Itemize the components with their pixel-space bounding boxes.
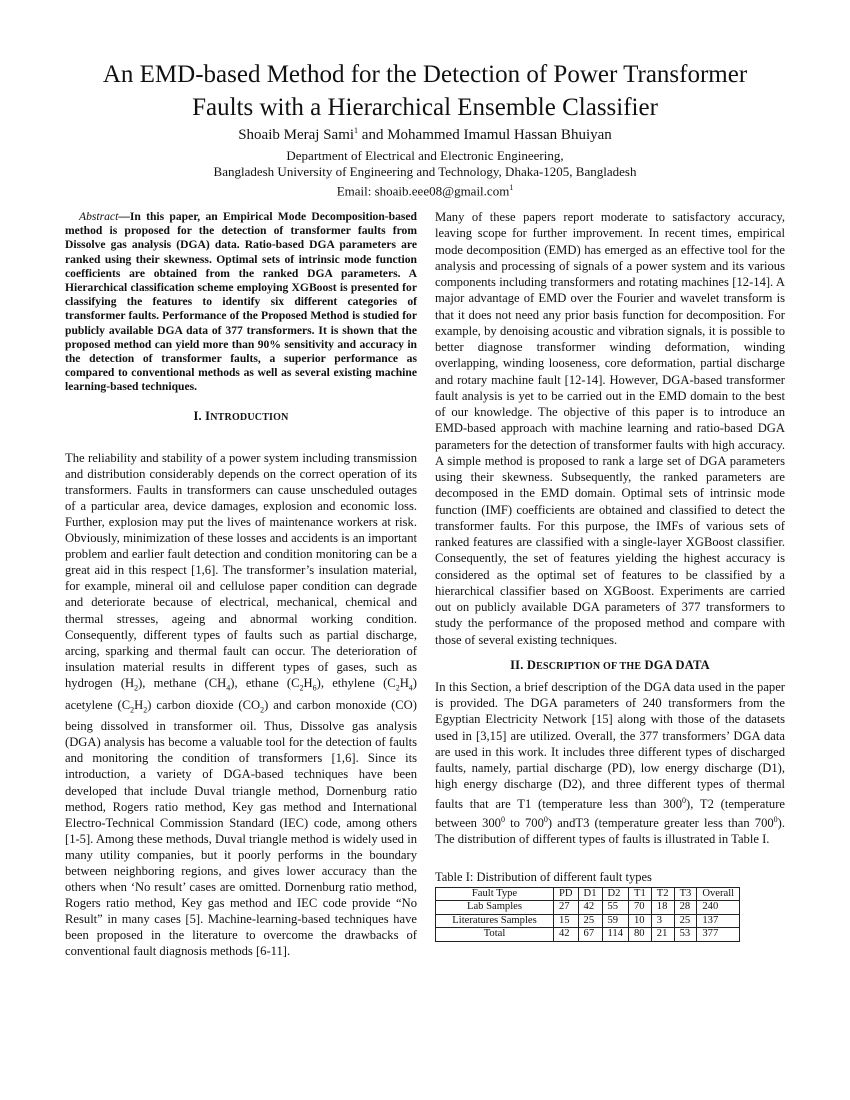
text-run: ), ethane (C [230, 675, 300, 690]
table-header-cell: D2 [602, 887, 629, 901]
title-line-2: Faults with a Hierarchical Ensemble Classifier [192, 94, 658, 121]
table-cell: 10 [629, 914, 652, 928]
abstract-lead: Abstract [79, 210, 119, 223]
table-row [436, 928, 740, 942]
text-run: H [134, 697, 144, 712]
text-run: In this Section, a brief description of the DGA data used in the paper is provided. The DGA parameters of 240 transformers from the Egyptian Electricity Network [15] along with those of the datasets used in [3,15] are utilized. Overall, the 377 transformers’ DGA data are used in this work. It includes three different types of discharged faults, namely, partial discharge (PD), low energy discharge (D1), high energy discharge (D2), and three different types of thermal faults that are T1 (temperature less than 300 [435, 679, 785, 811]
table-cell: 53 [674, 928, 697, 942]
table-header-cell: Overall [697, 887, 740, 901]
section-1-paragraph-2: Many of these papers report moderate to satisfactory accuracy, leaving scope for further improvement. In recent times, empirical mode decomposition (EMD) has emerged as an effective tool for the analysis and processing of signals of a power system and its various components including transformers and rotating machines [12-14]. A major advantage of EMD over the Fourier and wavelet transform is that it does not need any prior basis function for decomposition. For example, by denoising acoustic and vibration signals, it is possible to better diagnose transformer winding deformation, winding overlapping, winding looseness, core deformation, partial discharge and rotary machine fault [12-14]. However, DGA-based transformer fault analysis is yet to be carried out in the EMD domain to the best of our knowledge. The objective of this paper is to introduce an EMD-based approach with machine learning and ratio-based DGA parameters for the detection of transformer faults with high accuracy. A simple method is proposed to rank a large set of DGA parameters using their skewness. Subsequently, the ranked parameters are decomposed in the EMD domain. Optimal sets of intrinsic mode function (IMF) coefficients are obtained and classified to detect the transformer faults. For this purpose, the IMFs of various sets of ranked features are classified with a single-layer XGBoost classifier. Consequently, the set of features yielding the highest accuracy is considered as the optimal set of features to be classified by a hierarchical classifier based on XGBoost. Experiments are carried out on publicly available DGA parameters of 377 transformers to study the performance of the proposed method and compare with those of several existing techniques. [435, 210, 785, 647]
table-cell: 59 [602, 914, 629, 928]
table-cell: Total [436, 928, 554, 942]
table-cell: 67 [578, 928, 602, 942]
affiliation-1: Department of Electrical and Electronic Engineering, [286, 148, 564, 163]
text-run: ), methane (CH [138, 675, 227, 690]
table-cell: 114 [602, 928, 629, 942]
table-cell: 80 [629, 928, 652, 942]
abstract-text: —In this paper, an Empirical Mode Decomposition-based method is proposed for the detection of transformer faults from Dissolve gas analysis (DGA) data. Ratio-based DGA parameters are ranked using their skewness. Optimal sets of intrinsic mode function coefficients are obtained from the ranked DGA parameters. A Hierarchical classification scheme employing XGBoost is presented for classifying the features to identify six different categories of transformer faults. Performance of the Proposed Method is studied for publicly available DGA data of 377 transformers. It is shown that the proposed method can yield more than 90% sensitivity and accuracy in the detection of transformer faults, a superior performance as compared to conventional methods as well as several existing machine learning-based techniques. [65, 210, 417, 394]
text-run: ), ethylene (C [316, 675, 396, 690]
table-cell: 42 [554, 928, 579, 942]
table-header-row [436, 887, 740, 901]
author-2: Mohammed Imamul Hassan Bhuiyan [387, 127, 612, 143]
affiliation-2: Bangladesh University of Engineering and Technology, Dhaka-1205, Bangladesh [213, 164, 637, 179]
table-header-cell: D1 [578, 887, 602, 901]
table-cell: 27 [554, 901, 579, 915]
author-1-sup: 1 [354, 126, 359, 135]
section-2-heading [435, 658, 785, 673]
text-run: ), T2 (temperature between 300 [435, 796, 785, 831]
subscript: 2 [130, 705, 135, 715]
section-2-number: II. [510, 657, 524, 672]
text-run: The reliability and stability of a power system including transmission and distribution considerably depends on the correct operation of its transformers. Faults in transformers can cause unscheduled outages of a particular area, device damages, explosion and economic loss. Further, explosion may put the lives of maintenance workers at risk. Obviously, minimization of these losses and accidents is an important problem and earlier fault detection and condition monitoring can be a great aid in this respect [1,6]. The transformer’s insulation material, for example, mineral oil and cellulose paper condition can degrade and deteriorate because of electrical, mechanical, chemical and thermal stresses, ageing and abnormal working condition. Consequently, different types of faults such as partial discharge, arcing, sparking and thermal fault can occur. The deterioration of insulation material results in different types of gases, such as hydrogen (H [65, 450, 417, 690]
section-1-heading [65, 409, 417, 424]
email-sup: 1 [509, 183, 514, 192]
table-header-cell: T2 [651, 887, 674, 901]
section-1-title-first: I [205, 408, 211, 423]
table-header-cell: PD [554, 887, 579, 901]
table-cell: 3 [651, 914, 674, 928]
table-row [436, 914, 740, 928]
subscript: 2 [260, 705, 265, 715]
text-run: ) andT3 (temperature greater less than 700 [547, 816, 774, 831]
subscript: 2 [299, 683, 304, 693]
subscript: 2 [143, 705, 148, 715]
subscript: 4 [408, 683, 413, 693]
superscript: 0 [500, 814, 505, 824]
table-cell: 15 [554, 914, 579, 928]
table-cell: 70 [629, 901, 652, 915]
superscript: 0 [773, 814, 778, 824]
author-1: Shoaib Meraj Sami [238, 127, 355, 143]
superscript: 0 [682, 795, 687, 805]
text-run: ) and carbon monoxide (CO) being dissolved in transformer oil. Thus, Dissolve gas analysis (DGA) analysis has become a valuable tool for the detection of faults and monitoring the condition of transformers [1,6]. Since its introduction, a variety of DGA-based techniques have been developed that include Duval triangle method, Dornenburg ratio method, Rogers ratio method, Key gas method and International Electro-Technical Commission Standard (IEC) code, among others [1-5]. Among these methods, Duval triangle method is widely used in many utility companies, but it poorly performs in the boundary between neighboring regions, and gives lower accuracy than the others when ‘No result’ cases are omitted. Dornenburg ratio method, Rogers ratio method, Key gas method and IEC code provide “No Result” in many cases [5]. Machine-learning-based techniques have been proposed in the literature to overcome the drawbacks of conventional fault diagnosis methods [6-11]. [65, 697, 417, 959]
text-run: H [303, 675, 313, 690]
table-cell: Literatures Samples [436, 914, 554, 928]
table-cell: 377 [697, 928, 740, 942]
left-column [65, 210, 417, 960]
table-cell: 28 [674, 901, 697, 915]
author-and: and [361, 127, 384, 143]
text-run: H [399, 675, 409, 690]
text-run: ) carbon dioxide (CO [147, 697, 261, 712]
subscript: 2 [134, 683, 139, 693]
email-line [40, 180, 810, 199]
section-2-title-first: D [526, 657, 537, 672]
table-cell: 42 [578, 901, 602, 915]
title-line-1: An EMD-based Method for the Detection of Power Transformer [102, 61, 748, 88]
subscript: 2 [395, 683, 400, 693]
table-cell: 21 [651, 928, 674, 942]
fault-distribution-table [435, 887, 740, 942]
table-cell: 240 [697, 901, 740, 915]
text-run: to 700 [504, 816, 544, 831]
subscript: 4 [226, 683, 231, 693]
table-cell: 55 [602, 901, 629, 915]
right-column [435, 209, 785, 942]
table-1-caption: Table I: Distribution of different fault types [435, 869, 652, 884]
table-cell: 18 [651, 901, 674, 915]
section-2-title-end: DGA DATA [644, 657, 710, 672]
text-run: ) acetylene (C [65, 675, 417, 712]
table-cell: 25 [578, 914, 602, 928]
table-cell: 137 [697, 914, 740, 928]
superscript: 0 [543, 814, 548, 824]
section-2-title-rest: ESCRIPTION OF THE [536, 660, 642, 672]
section-1-number: I. [193, 408, 202, 423]
table-header-cell: T1 [629, 887, 652, 901]
section-1-paragraph-1 [65, 450, 417, 960]
abstract [65, 210, 417, 395]
table-header-cell: Fault Type [436, 887, 554, 901]
table-header-cell: T3 [674, 887, 697, 901]
table-cell: Lab Samples [436, 901, 554, 915]
table-cell: 25 [674, 914, 697, 928]
text-run: ). The distribution of different types of faults is illustrated in Table I. [435, 816, 786, 847]
paper-title [40, 58, 810, 124]
table-row [436, 901, 740, 915]
subscript: 6 [312, 683, 317, 693]
section-2-paragraph-1 [435, 679, 785, 848]
email: Email: shoaib.eee08@gmail.com [336, 183, 510, 199]
section-1-title-rest: NTRODUCTION [210, 411, 289, 423]
author-line [40, 126, 810, 144]
